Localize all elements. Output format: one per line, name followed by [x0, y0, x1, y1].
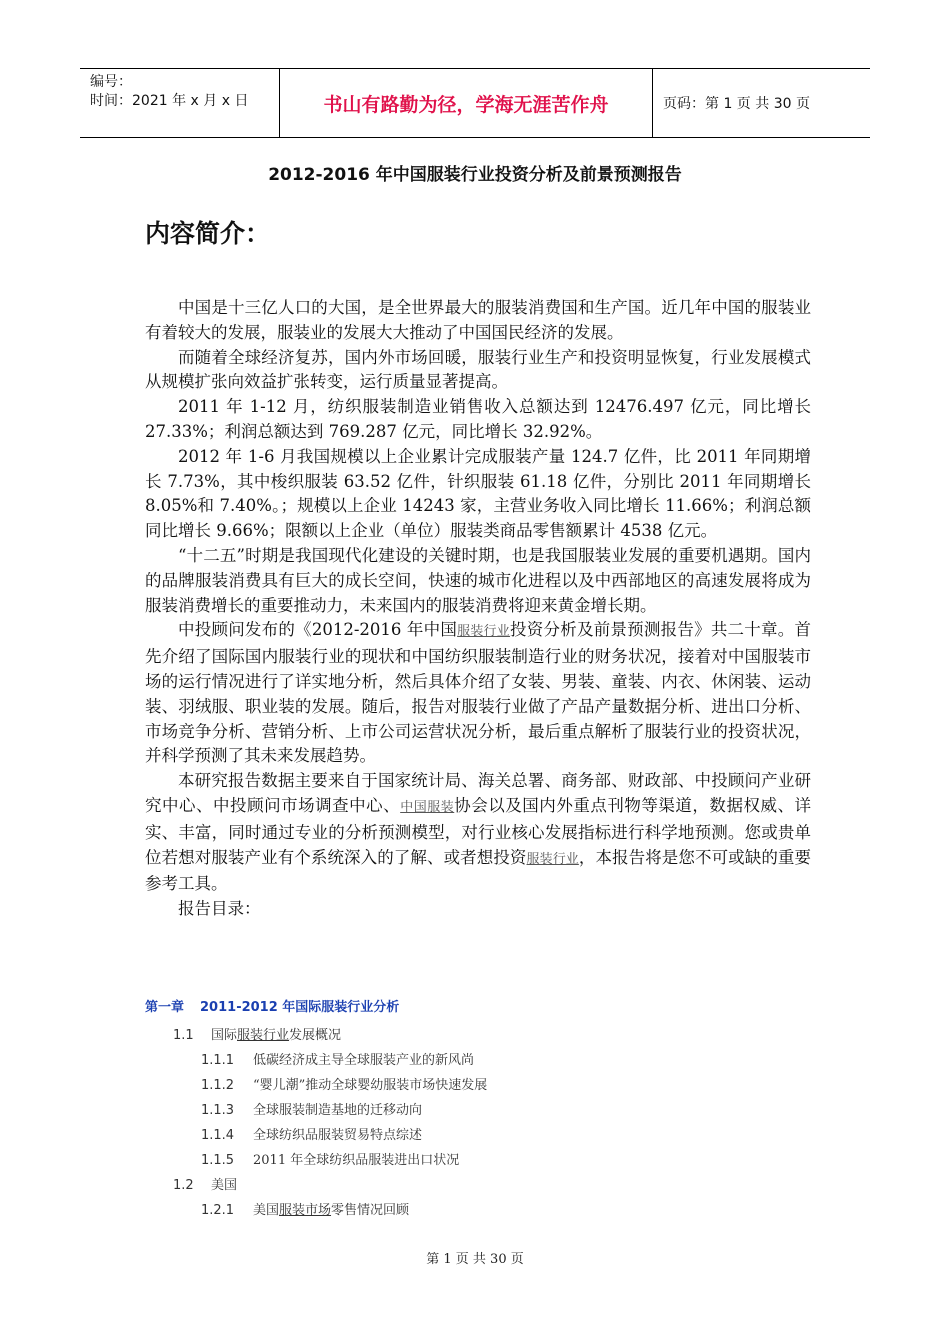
- number-label: 编号：: [90, 74, 132, 90]
- p6-text-a: 中投顾问发布的《2012-2016 年中国: [178, 620, 458, 640]
- body-text: [145, 296, 811, 922]
- subsection-number: 1.1.1: [201, 1053, 235, 1068]
- p7-text-b: 协会以及国内外重点刊物等渠道，数据权威、详实、丰富，同时通过专业的分析预测模型，对行业核心发展指标进行科学地预测。您或贵单位若想对服装产业有个系统深入的了解、或者想投资: [145, 795, 811, 867]
- toc-chapter-1[interactable]: [145, 996, 845, 1015]
- paragraph-6: [145, 618, 811, 769]
- intro-heading: 内容简介：: [145, 219, 271, 248]
- subsection-title: “婴儿潮”推动全球婴幼服装市场快速发展: [253, 1078, 488, 1093]
- section-number: 1.2: [173, 1178, 194, 1193]
- section-link[interactable]: 服装行业: [237, 1028, 290, 1043]
- toc-section[interactable]: [145, 1173, 845, 1198]
- link-clothing-industry-2[interactable]: 服装行业: [526, 851, 579, 867]
- paragraph-7: [145, 769, 811, 897]
- toc-section[interactable]: [145, 1023, 845, 1048]
- header-meta: [80, 69, 280, 137]
- toc-label: 报告目录：: [178, 899, 261, 919]
- subsection-title: 2011 年全球纺织品服装进出口状况: [253, 1153, 460, 1168]
- toc-subsection[interactable]: [145, 1098, 845, 1123]
- paragraph-2: 而随着全球经济复苏，国内外市场回暖，服装行业生产和投资明显恢复，行业发展模式从规模扩张向效益扩张转变，运行质量显著提高。: [145, 347, 811, 392]
- motto: 书山有路勤为径，学海无涯苦作舟: [280, 69, 653, 137]
- toc-subsection[interactable]: [145, 1048, 845, 1073]
- section-text-a: 国际: [211, 1028, 238, 1043]
- subsection-text-b: 零售情况回顾: [331, 1203, 410, 1218]
- subsection-text-a: 美国: [253, 1203, 280, 1218]
- subsection-number: 1.1.3: [201, 1103, 235, 1118]
- section-title: 美国: [211, 1178, 238, 1193]
- subsection-link[interactable]: 服装市场: [279, 1203, 332, 1218]
- paragraph-1: 中国是十三亿人口的大国，是全世界最大的服装消费国和生产国。近几年中国的服装业有着较大的发展，服装业的发展大大推动了中国国民经济的发展。: [145, 298, 811, 342]
- document-title: 2012-2016 年中国服装行业投资分析及前景预测报告: [268, 165, 682, 185]
- page-code: 页码：第 1 页 共 30 页: [663, 96, 810, 112]
- p7-text-a: 本研究报告数据主要来自于国家统计局、海关总署、商务部、财政部、中投顾问产业研究中心、中投顾问市场调查中心、: [145, 771, 811, 815]
- p7-text-c: ，本报告将是您不可或缺的重要参考工具。: [145, 847, 812, 894]
- subsection-number: 1.1.4: [201, 1128, 235, 1143]
- page-footer: 第 1 页 共 30 页: [426, 1252, 524, 1267]
- subsection-title: 全球服装制造基地的迁移动向: [253, 1103, 423, 1118]
- subsection-title: 低碳经济成主导全球服装产业的新风尚: [253, 1053, 475, 1068]
- toc-subsection[interactable]: [145, 1073, 845, 1098]
- time-label: 时间：2021 年 x 月 x 日: [90, 93, 249, 109]
- paragraph-3: 2011 年 1-12 月，纺织服装制造业销售收入总额达到 12476.497 亿元，同比增长 27.33%；利润总额达到 769.287 亿元，同比增长 32.92%。: [145, 397, 811, 441]
- toc-subsection[interactable]: [145, 1148, 845, 1173]
- link-clothing-industry[interactable]: 服装行业: [457, 624, 511, 640]
- toc-subsection[interactable]: [145, 1123, 845, 1148]
- header-table: [80, 68, 870, 138]
- p6-text-b: 投资分析及前景预测报告》共二十章。首先介绍了国际国内服装行业的现状和中国纺织服装制造行业的财务状况，接着对中国服装市场的运行情况进行了详实地分析，然后具体介绍了女装、男装、童装、内衣、休闲装、运动装、羽绒服、职业装的发展。随后，报告对服装行业做了产品产量数据分析、进出口分析、市场竞争分析、营销分析、上市公司运营状况分析，最后重点解析了服装行业的投资状况，并科学预测了其未来发展趋势。: [145, 620, 811, 766]
- subsection-number: 1.1.5: [201, 1153, 235, 1168]
- toc-subsection[interactable]: [145, 1198, 845, 1223]
- section-number: 1.1: [173, 1028, 194, 1043]
- section-text-b: 发展概况: [289, 1028, 342, 1043]
- table-of-contents: [145, 996, 845, 1223]
- subsection-title: 全球纺织品服装贸易特点综述: [253, 1128, 423, 1143]
- subsection-number: 1.1.2: [201, 1078, 235, 1093]
- chapter-title: 2011-2012 年国际服装行业分析: [200, 1000, 400, 1015]
- paragraph-4: 2012 年 1-6 月我国规模以上企业累计完成服装产量 124.7 亿件，比 2011 年同期增长 7.73%，其中梭织服装 63.52 亿件，针织服装 61.18 亿件，分别比 2011 年同期增长 8.05%和 7.40%。；规模以上企业 14243 家，主营业务收入同比增长 11.66%；利润总额同比增长 9.66%；限额以上企业（单位）服装类商品零售额累计 4538 亿元。: [145, 446, 811, 541]
- chapter-number: 第一章: [145, 1000, 185, 1015]
- paragraph-5: “十二五”时期是我国现代化建设的关键时期，也是我国服装业发展的重要机遇期。国内的品牌服装消费具有巨大的成长空间，快速的城市化进程以及中西部地区的高速发展将成为服装消费增长的重要推动力，未来国内的服装消费将迎来黄金增长期。: [145, 545, 811, 615]
- link-china-clothing[interactable]: 中国服装: [400, 799, 455, 815]
- subsection-number: 1.2.1: [201, 1203, 235, 1218]
